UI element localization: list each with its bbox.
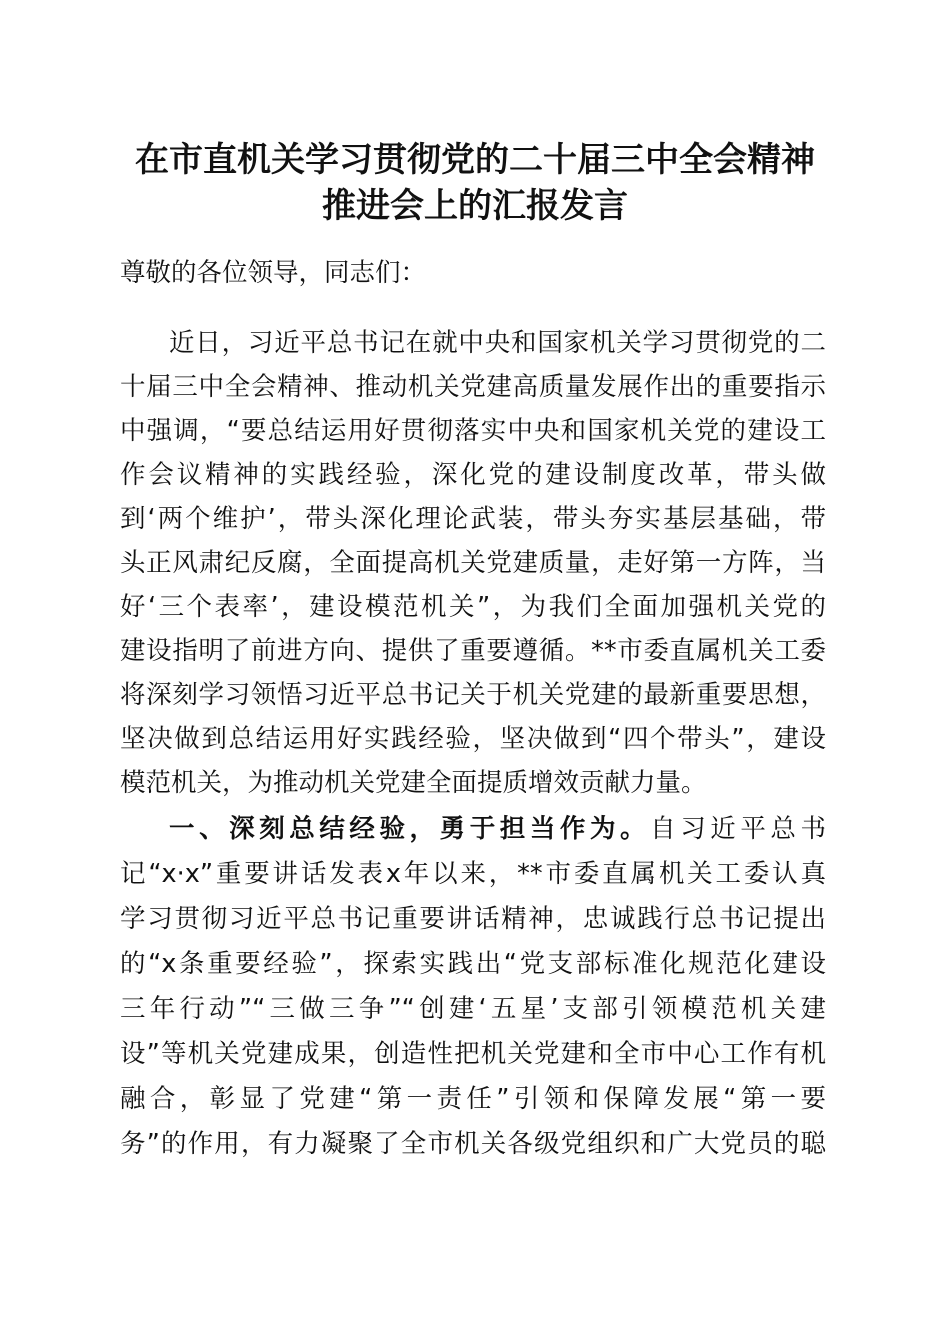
paragraph-2-line: 的“x条重要经验”，探索实践出“党支部标准化规范化建设: [120, 949, 826, 979]
paragraph-1-line: 建设指明了前进方向、提供了重要遵循。**市委直属机关工委: [120, 636, 826, 666]
paragraph-1-line: 模范机关，为推动机关党建全面提质增效贡献力量。: [120, 768, 707, 798]
document-title-line-1: 在市直机关学习贯彻党的二十届三中全会精神: [135, 140, 815, 180]
paragraph-1-line: 近日，习近平总书记在就中央和国家机关学习贯彻党的二: [169, 328, 826, 358]
paragraph-1-line: 到‘两个维护’，带头深化理论武装，带头夯实基层基础，带: [120, 504, 826, 534]
salutation: 尊敬的各位领导，同志们：: [120, 258, 427, 288]
paragraph-2-line: 记“x·x”重要讲话发表x年以来，**市委直属机关工委认真: [120, 859, 826, 889]
paragraph-2-line: 务”的作用，有力凝聚了全市机关各级党组织和广大党员的聪: [120, 1129, 826, 1159]
paragraph-2-first-line-rest: 自习近平总书: [650, 814, 826, 844]
paragraph-1-line: 十届三中全会精神、推动机关党建高质量发展作出的重要指示: [120, 372, 826, 402]
paragraph-1-line: 头正风肃纪反腐，全面提高机关党建质量，走好第一方阵，当: [120, 548, 826, 578]
paragraph-1-line: 坚决做到总结运用好实践经验，坚决做到“四个带头”，建设: [120, 724, 826, 754]
paragraph-1-line: 中强调，“要总结运用好贯彻落实中央和国家机关党的建设工: [120, 416, 826, 446]
paragraph-1-line: 作会议精神的实践经验，深化党的建设制度改革，带头做: [120, 460, 826, 490]
paragraph-1-line: 将深刻学习领悟习近平总书记关于机关党建的最新重要思想，: [120, 680, 826, 710]
document-title-line-2: 推进会上的汇报发言: [322, 186, 628, 226]
paragraph-2-line: 三年行动”“三做三争”“创建‘五星’支部引领模范机关建: [120, 994, 826, 1024]
paragraph-2-line: 设”等机关党建成果，创造性把机关党建和全市中心工作有机: [120, 1039, 826, 1069]
paragraph-2-line: 融合，彰显了党建“第一责任”引领和保障发展“第一要: [120, 1084, 826, 1114]
paragraph-1-line: 好‘三个表率’，建设模范机关”，为我们全面加强机关党的: [120, 592, 826, 622]
section-heading-1: 一、深刻总结经验，勇于担当作为。: [169, 814, 651, 844]
paragraph-2-line: 学习贯彻习近平总书记重要讲话精神，忠诚践行总书记提出: [120, 904, 826, 934]
paragraph-2-first-line: [169, 812, 826, 846]
